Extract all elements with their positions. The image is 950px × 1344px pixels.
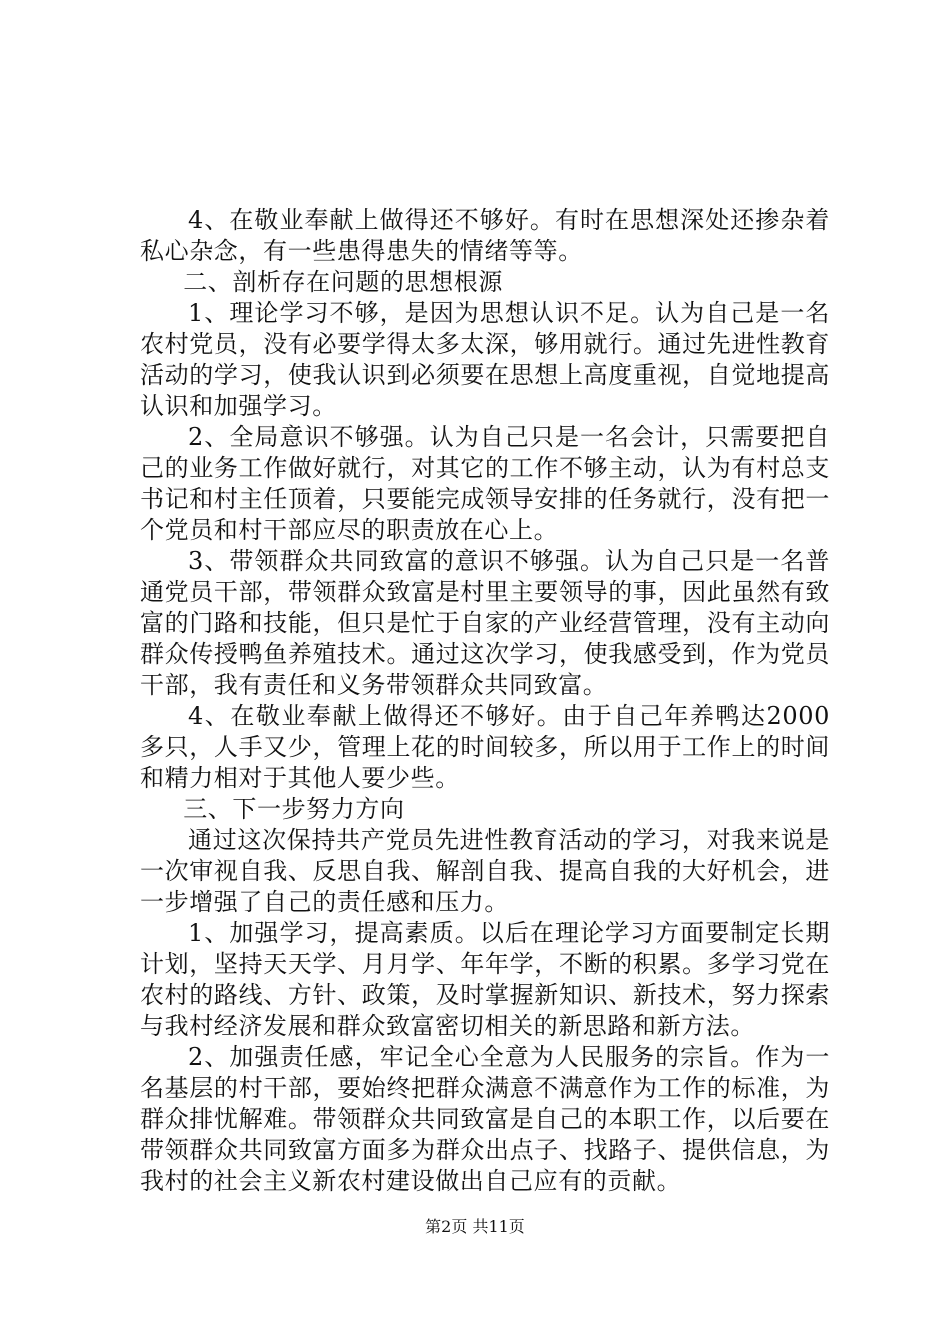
paragraph-root-3-common-prosperity: 3、带领群众共同致富的意识不够强。认为自己只是一名普通党员干部，带领群众致富是村里主要领导的事，因此虽然有致富的门路和技能，但只是忙于自家的产业经营管理，没有主动向群众传授鸭鱼养殖技术。通过这次学习，使我感受到，作为党员干部，我有责任和义务带领群众共同致富。 [140, 547, 830, 699]
page-footer [0, 1216, 950, 1238]
paragraph-direction-1-study: 1、加强学习，提高素质。以后在理论学习方面要制定长期计划，坚持天天学、月月学、年年学，不断的积累。多学习党在农村的路线、方针、政策，及时掌握新知识、新技术，努力探索与我村经济发展和群众致富密切相关的新思路和新方法。 [140, 919, 830, 1040]
paragraph-point-4-dedication: 4、在敬业奉献上做得还不够好。有时在思想深处还掺杂着私心杂念，有一些患得患失的情绪等等。 [140, 206, 830, 265]
paragraph-root-4-dedication: 4、在敬业奉献上做得还不够好。由于自己年养鸭达2000多只，人手又少，管理上花的时间较多，所以用于工作上的时间和精力相对于其他人要少些。 [140, 702, 830, 792]
document-body [140, 205, 830, 1197]
paragraph-direction-2-responsibility: 2、加强责任感，牢记全心全意为人民服务的宗旨。作为一名基层的村干部，要始终把群众满意不满意作为工作的标准，为群众排忧解难。带领群众共同致富是自己的本职工作，以后要在带领群众共同致富方面多为群众出点子、找路子、提供信息，为我村的社会主义新农村建设做出自己应有的贡献。 [140, 1043, 830, 1195]
paragraph-direction-intro: 通过这次保持共产党员先进性教育活动的学习，对我来说是一次审视自我、反思自我、解剖自我、提高自我的大好机会，进一步增强了自己的责任感和压力。 [140, 826, 830, 916]
section-heading-2: 二、剖析存在问题的思想根源 [183, 268, 503, 296]
paragraph-root-1-theory: 1、理论学习不够，是因为思想认识不足。认为自己是一名农村党员，没有必要学得太多太深，够用就行。通过先进性教育活动的学习，使我认识到必须要在思想上高度重视，自觉地提高认识和加强学习。 [140, 299, 830, 420]
paragraph-root-2-overall-awareness: 2、全局意识不够强。认为自己只是一名会计，只需要把自己的业务工作做好就行，对其它的工作不够主动，认为有村总支书记和村主任顶着，只要能完成领导安排的任务就行，没有把一个党员和村干部应尽的职责放在心上。 [140, 423, 830, 544]
page-number-label: 第2页 共11页 [425, 1217, 525, 1236]
section-heading-3: 三、下一步努力方向 [183, 795, 405, 823]
